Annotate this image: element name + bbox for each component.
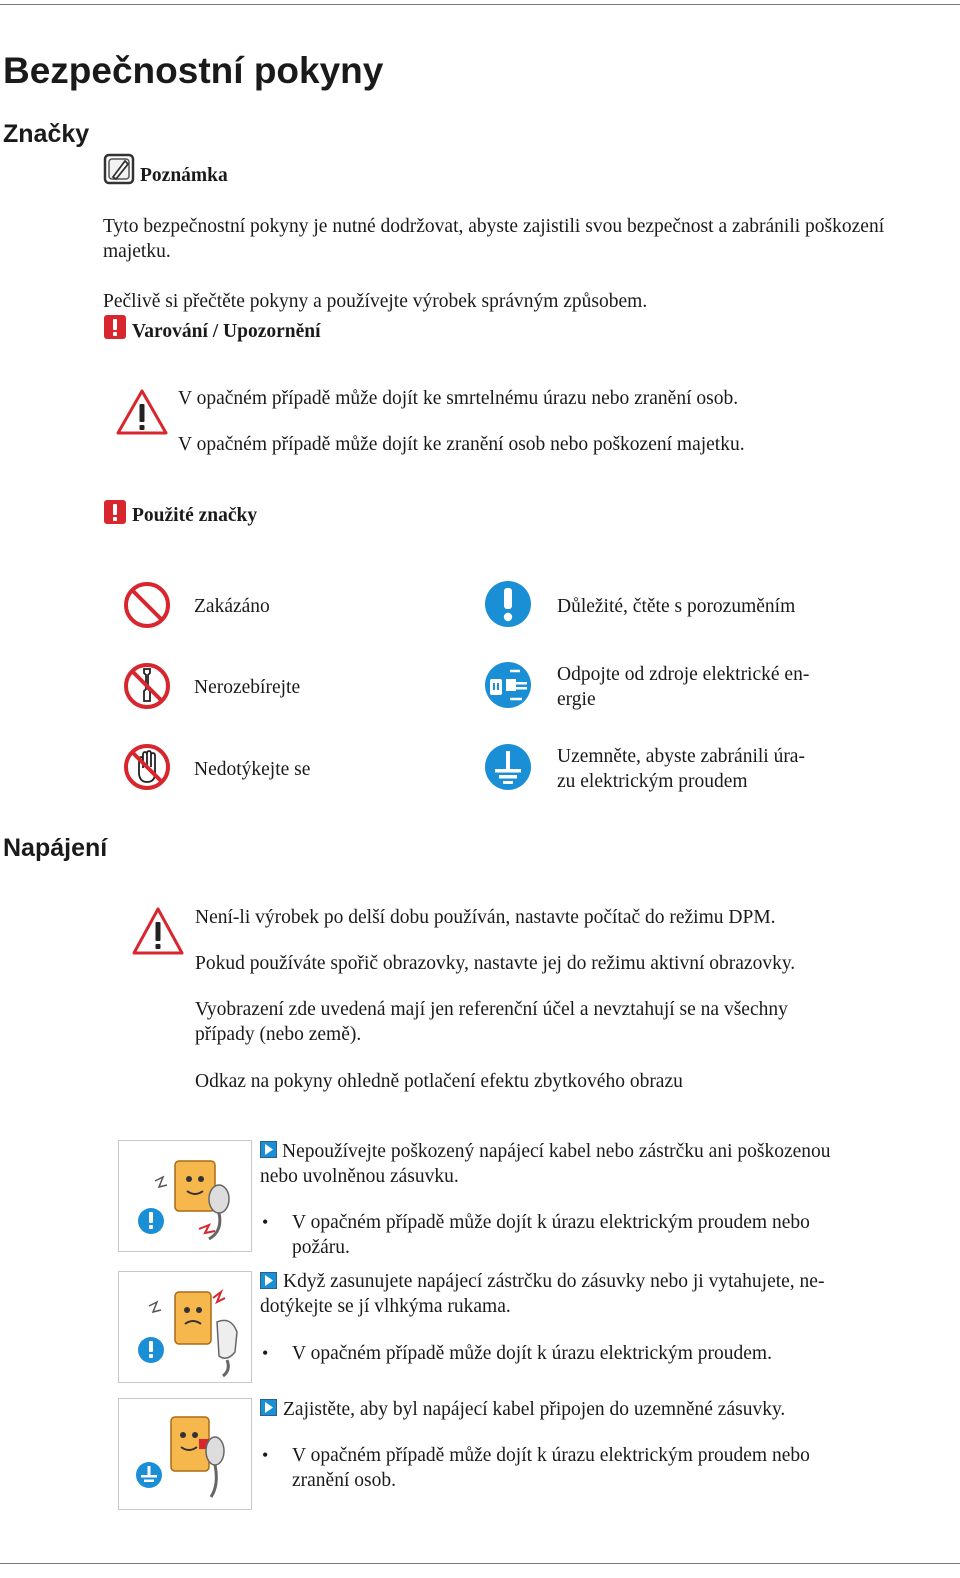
power-item-1-line-2: nebo uvolněnou zásuvku. <box>260 1166 459 1187</box>
power-item-3-bullet-1: V opačném případě může dojít k úrazu elektrickým proudem nebo <box>292 1445 810 1466</box>
power-warning-3b: případy (nebo země). <box>195 1024 362 1045</box>
power-item-2-line-2: dotýkejte se jí vlhkýma rukama. <box>260 1296 511 1317</box>
note-text-1: Tyto bezpečnostní pokyny je nutné dodržovat, abyste zajistili svou bezpečnost a zabránili poškození <box>103 216 885 237</box>
page-title: Bezpečnostní pokyny <box>3 50 384 91</box>
warning-text-1: V opačném případě může dojít ke smrtelnému úrazu nebo zranění osob. <box>178 388 739 409</box>
power-warning-2: Pokud používáte spořič obrazovky, nastavte jej do režimu aktivní obrazovky. <box>195 953 796 974</box>
bullet: • <box>262 1212 269 1232</box>
list-arrow-icon <box>260 1272 277 1289</box>
section-heading-power: Napájení <box>3 834 108 862</box>
note-text-1b: majetku. <box>103 241 171 262</box>
symbol-label-no-touch: Nedotýkejte se <box>194 759 311 780</box>
power-item-1-bullet-2: požáru. <box>292 1237 350 1258</box>
symbol-label-important: Důležité, čtěte s porozuměním <box>557 596 796 617</box>
power-item-2-bullet-1: V opačném případě může dojít k úrazu elektrickým proudem. <box>292 1343 772 1364</box>
top-rule <box>0 4 960 5</box>
power-item-3-line-1: Zajistěte, aby byl napájecí kabel připojen do uzemněné zásuvky. <box>283 1399 786 1420</box>
symbol-label-no-disassemble: Nerozebírejte <box>194 677 301 698</box>
bullet: • <box>262 1445 269 1465</box>
ground-icon <box>484 743 532 791</box>
power-item-1-bullet-1: V opačném případě může dojít k úrazu elektrickým proudem nebo <box>292 1212 810 1233</box>
warning-text-2: V opačném případě může dojít ke zranění osob nebo poškození majetku. <box>178 434 745 455</box>
illustration-wet-hands <box>118 1271 252 1383</box>
important-icon <box>484 580 532 628</box>
power-caution-triangle-icon <box>131 906 185 956</box>
list-arrow-icon <box>260 1399 277 1416</box>
warning-label: Varování / Upozornění <box>132 321 321 342</box>
used-symbols-label: Použité značky <box>132 505 258 526</box>
bullet: • <box>262 1343 269 1363</box>
power-item-1-line-1: Nepoužívejte poškozený napájecí kabel nebo zástrčku ani poškozenou <box>282 1141 831 1162</box>
note-text-2: Pečlivě si přečtěte pokyny a používejte výrobek správným způsobem. <box>103 291 648 312</box>
section-heading-symbols: Značky <box>3 120 90 148</box>
illustration-damaged-plug <box>118 1140 252 1252</box>
note-icon <box>103 153 135 185</box>
caution-triangle-icon <box>115 388 169 436</box>
power-item-3-bullet-2: zranění osob. <box>292 1470 396 1491</box>
power-item-2-line-1: Když zasunujete napájecí zástrčku do zásuvky nebo ji vytahujete, ne- <box>283 1271 825 1292</box>
used-symbols-exclamation-icon <box>103 499 127 525</box>
list-arrow-icon <box>260 1141 277 1158</box>
note-label: Poznámka <box>140 165 228 186</box>
power-warning-3a: Vyobrazení zde uvedená mají jen referenční účel a nevztahují se na všechny <box>195 999 788 1020</box>
power-warning-4: Odkaz na pokyny ohledně potlačení efektu zbytkového obrazu <box>195 1071 683 1092</box>
symbol-label-ground-1: Uzemněte, abyste zabránili úra- <box>557 746 805 767</box>
symbol-label-unplug-1: Odpojte od zdroje elektrické en- <box>557 664 810 685</box>
illustration-grounded-outlet <box>118 1398 252 1510</box>
symbol-label-unplug-2: ergie <box>557 689 596 710</box>
bottom-rule <box>0 1563 960 1564</box>
symbol-label-prohibited: Zakázáno <box>194 596 270 617</box>
no-touch-icon <box>122 742 172 792</box>
warning-exclamation-icon <box>103 314 127 340</box>
power-warning-1: Není-li výrobek po delší dobu používán, nastavte počítač do režimu DPM. <box>195 907 776 928</box>
no-disassemble-icon <box>122 661 172 711</box>
unplug-icon <box>484 661 532 709</box>
symbol-label-ground-2: zu elektrickým proudem <box>557 771 748 792</box>
prohibited-icon <box>122 580 172 630</box>
